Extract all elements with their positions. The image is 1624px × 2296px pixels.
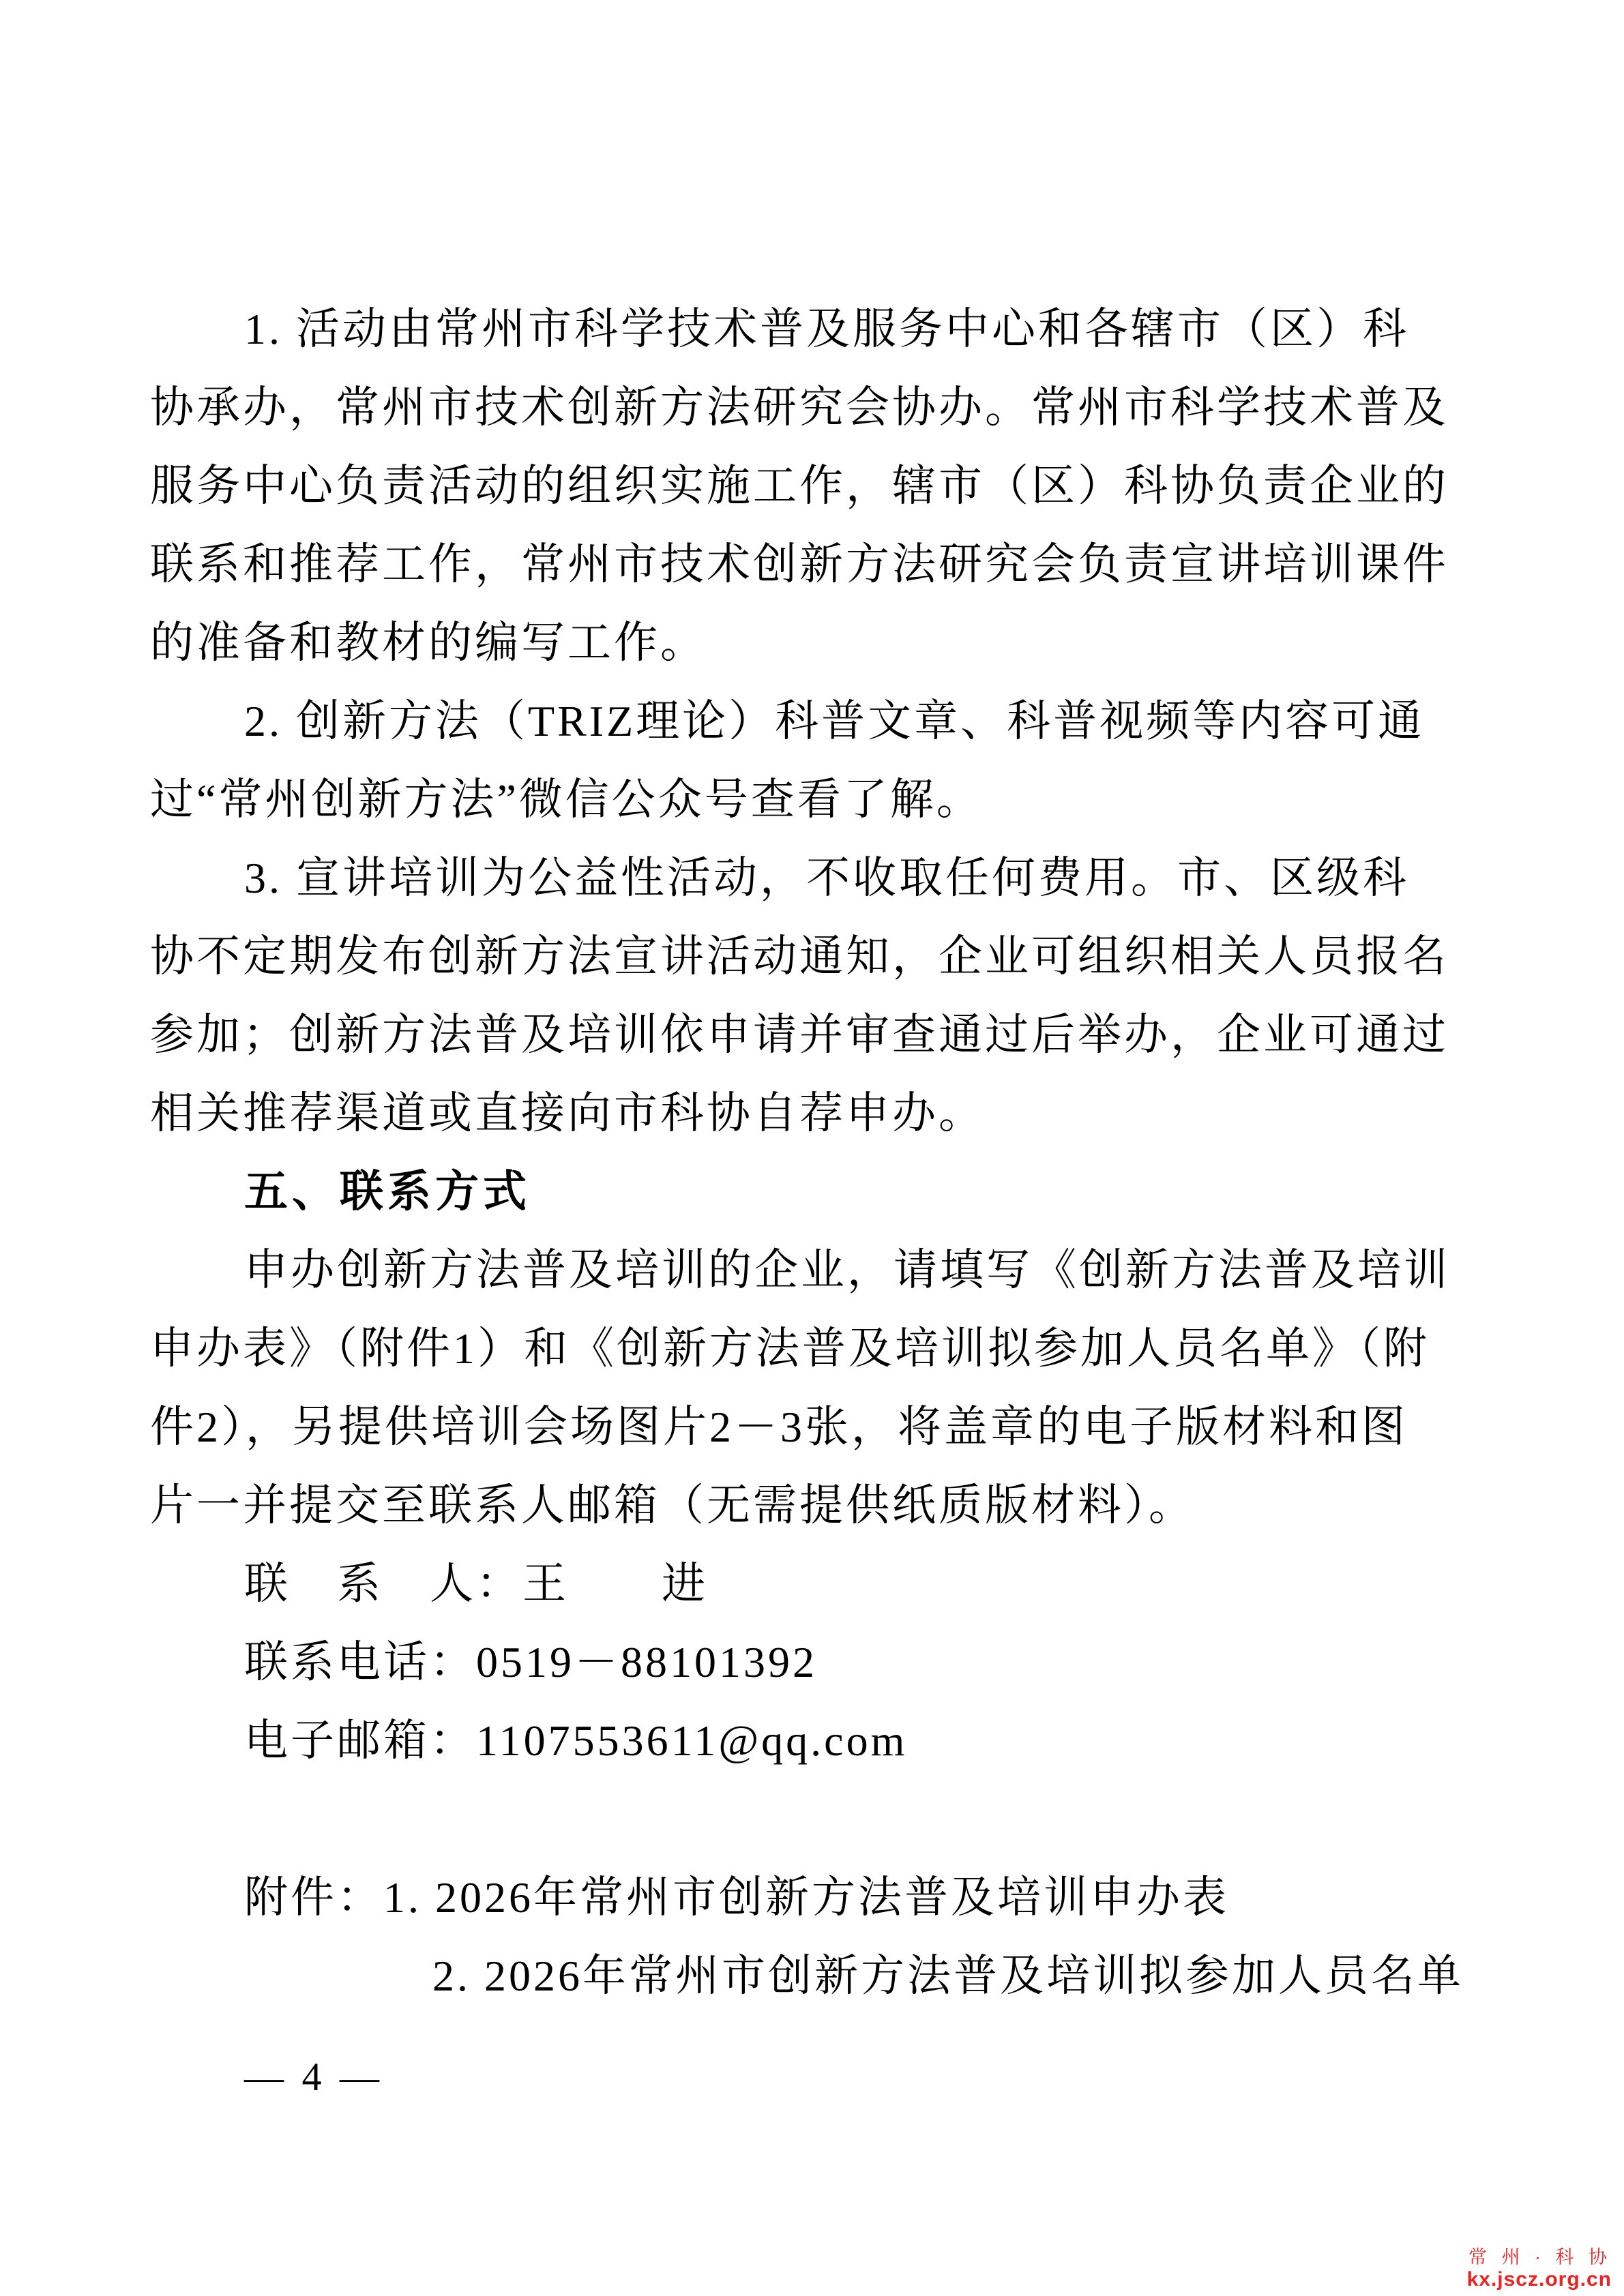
- watermark-title: 常 州 · 科 协: [1468, 2247, 1612, 2267]
- document-line: 申办表》（附件1）和《创新方法普及培训拟参加人员名单》（附: [150, 1324, 1430, 1373]
- document-line: 协承办，常州市技术创新方法研究会协办。常州市科学技术普及: [150, 383, 1449, 432]
- document-line: 服务中心负责活动的组织实施工作，辖市（区）科协负责企业的: [150, 462, 1449, 510]
- document-line: 3. 宣讲培训为公益性活动，不收取任何费用。市、区级科: [244, 854, 1409, 902]
- document-line: 的准备和教材的编写工作。: [150, 618, 707, 667]
- document-line: 件2），另提供培训会场图片2－3张，将盖章的电子版材料和图: [150, 1403, 1408, 1451]
- document-line: 电子邮箱：1107553611@qq.com: [244, 1716, 908, 1765]
- document-line: 联 系 人：王 进: [244, 1560, 708, 1608]
- document-line: 参加；创新方法普及培训依申请并审查通过后举办，企业可通过: [150, 1011, 1449, 1059]
- document-line: 联系电话：0519－88101392: [244, 1638, 817, 1686]
- document-line: 五、联系方式: [244, 1167, 531, 1216]
- page-number: — 4 —: [244, 2055, 383, 2099]
- document-line: 1. 活动由常州市科学技术普及服务中心和各辖市（区）科: [244, 305, 1409, 353]
- document-line: 联系和推荐工作，常州市技术创新方法研究会负责宣讲培训课件: [150, 540, 1449, 588]
- document-line: 协不定期发布创新方法宣讲活动通知，企业可组织相关人员报名: [150, 932, 1449, 981]
- document-line: 2. 2026年常州市创新方法普及培训拟参加人员名单: [432, 1952, 1464, 2000]
- document-line: 附件：1. 2026年常州市创新方法普及培训申办表: [244, 1873, 1229, 1922]
- watermark: [1467, 2248, 1612, 2291]
- document-body: [150, 290, 1474, 2015]
- document-line: 相关推荐渠道或直接向市科协自荐申办。: [150, 1089, 985, 1137]
- watermark-url: kx.jscz.org.cn: [1466, 2267, 1612, 2291]
- document-line: 2. 创新方法（TRIZ理论）科普文章、科普视频等内容可通: [244, 697, 1425, 745]
- document-line: 过“常州创新方法”微信公众号查看了解。: [150, 775, 983, 824]
- document-line: 片一并提交至联系人邮箱（无需提供纸质版材料）。: [150, 1481, 1195, 1530]
- document-line: 申办创新方法普及培训的企业，请填写《创新方法普及培训: [244, 1246, 1450, 1294]
